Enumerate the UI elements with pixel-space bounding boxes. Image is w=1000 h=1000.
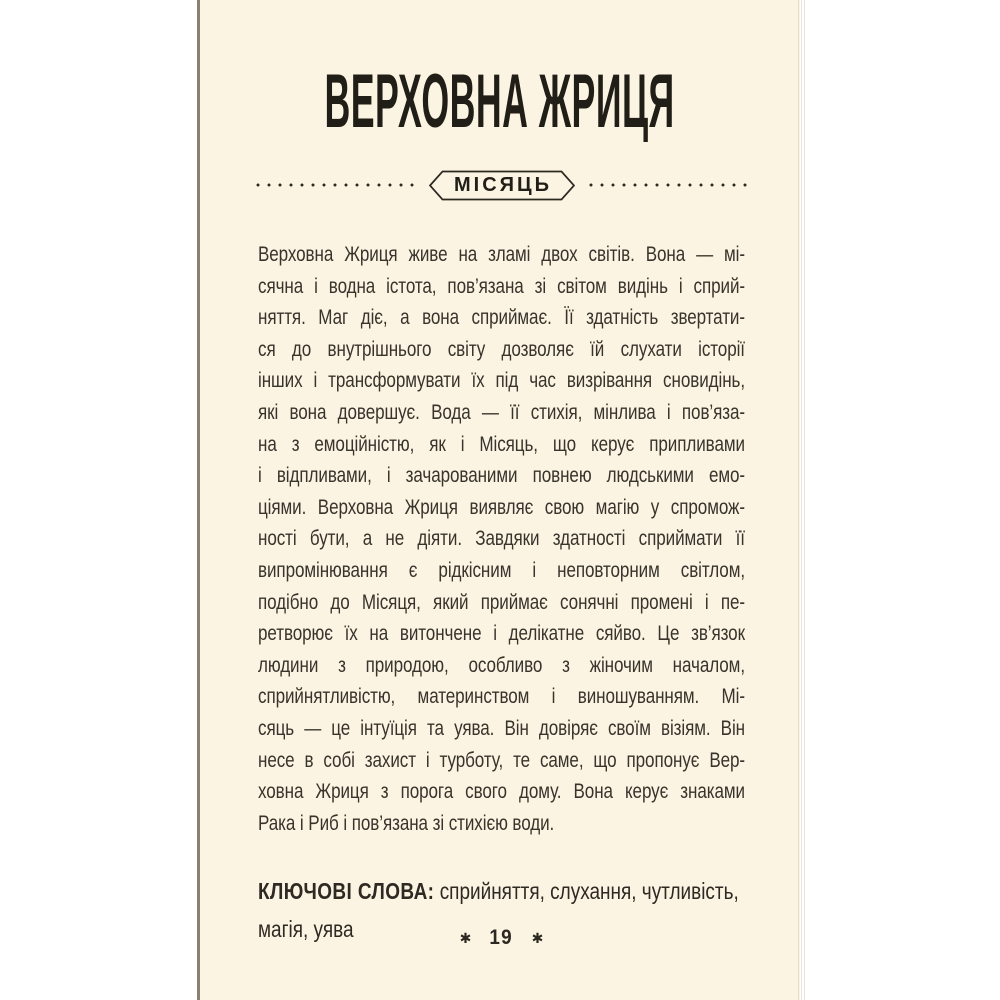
page-edge-texture (798, 0, 806, 1000)
body-line: які вона довершує. Вода — її стихія, мінлива і пов’яза- (258, 400, 746, 424)
body-line: подібно до Місяця, який приймає сонячні промені і пе- (258, 590, 746, 614)
body-line: ретворює їх на витончене і делікатне сяйво. Це зв’язок (258, 622, 745, 646)
card-association-row (256, 168, 747, 202)
association-badge (429, 170, 575, 201)
body-line: інших і трансформувати їх під час визрівання сновидінь, (258, 369, 746, 393)
keywords-list: сприйняття, слухання, чутливість, магія, уява (258, 878, 739, 942)
keywords-label: КЛЮЧОВІ СЛОВА: (258, 878, 435, 904)
page-title: ВЕРХОВНА ЖРИЦЯ (324, 59, 676, 144)
badge-label: МІСЯЦЬ (453, 173, 553, 196)
book-page (197, 0, 800, 1000)
body-line: сприйнятливістю, материнством і виношуванням. Мі- (258, 685, 745, 709)
body-line: несе в собі захист і турботу, те саме, що пропонує Вер- (258, 748, 746, 772)
dotted-rule-right (589, 183, 748, 187)
body-line: Верховна Жриця живе на зламі двох світів. Вона — мі- (258, 243, 745, 266)
dotted-rule-left (256, 183, 415, 187)
body-line: ності бути, а не діяти. Завдяки здатності сприймати її (258, 527, 745, 551)
body-line: і відпливами, і зачарованими повнею людськими емо- (258, 464, 745, 488)
body-line: сяць — це інтуїція та уява. Він довіряє своїм візіям. Він (258, 716, 746, 740)
body-line: сячна і водна істота, пов’язана зі світом видінь і сприй- (258, 274, 745, 298)
body-line: няття. Маг діє, а вона сприймає. Її здатність звертати- (258, 306, 745, 330)
body-line: на з емоційністю, як і Місяць, що керує припливами (258, 432, 745, 456)
body-line: ховна Жриця з порога свого дому. Вона керує знаками (258, 780, 745, 804)
body-text (258, 243, 745, 843)
page-number-row (256, 924, 747, 952)
body-line: людини з природою, особливо з жіночим началом, (258, 653, 745, 677)
body-line: Рака і Риб і пов’язана зі стихією води. (258, 811, 555, 835)
star-ornament-left: ✱ (459, 930, 472, 946)
body-line: ціями. Верховна Жриця виявляє свою магію у спромож- (258, 495, 745, 519)
body-line: випромінювання є рідкісним і неповторним світлом, (258, 558, 745, 582)
page-number: 19 (489, 926, 514, 949)
chapter-title-row (200, 59, 800, 144)
body-line: ся до внутрішнього світу дозволяє їй слухати історії (258, 337, 745, 361)
star-ornament-right: ✱ (531, 930, 544, 946)
